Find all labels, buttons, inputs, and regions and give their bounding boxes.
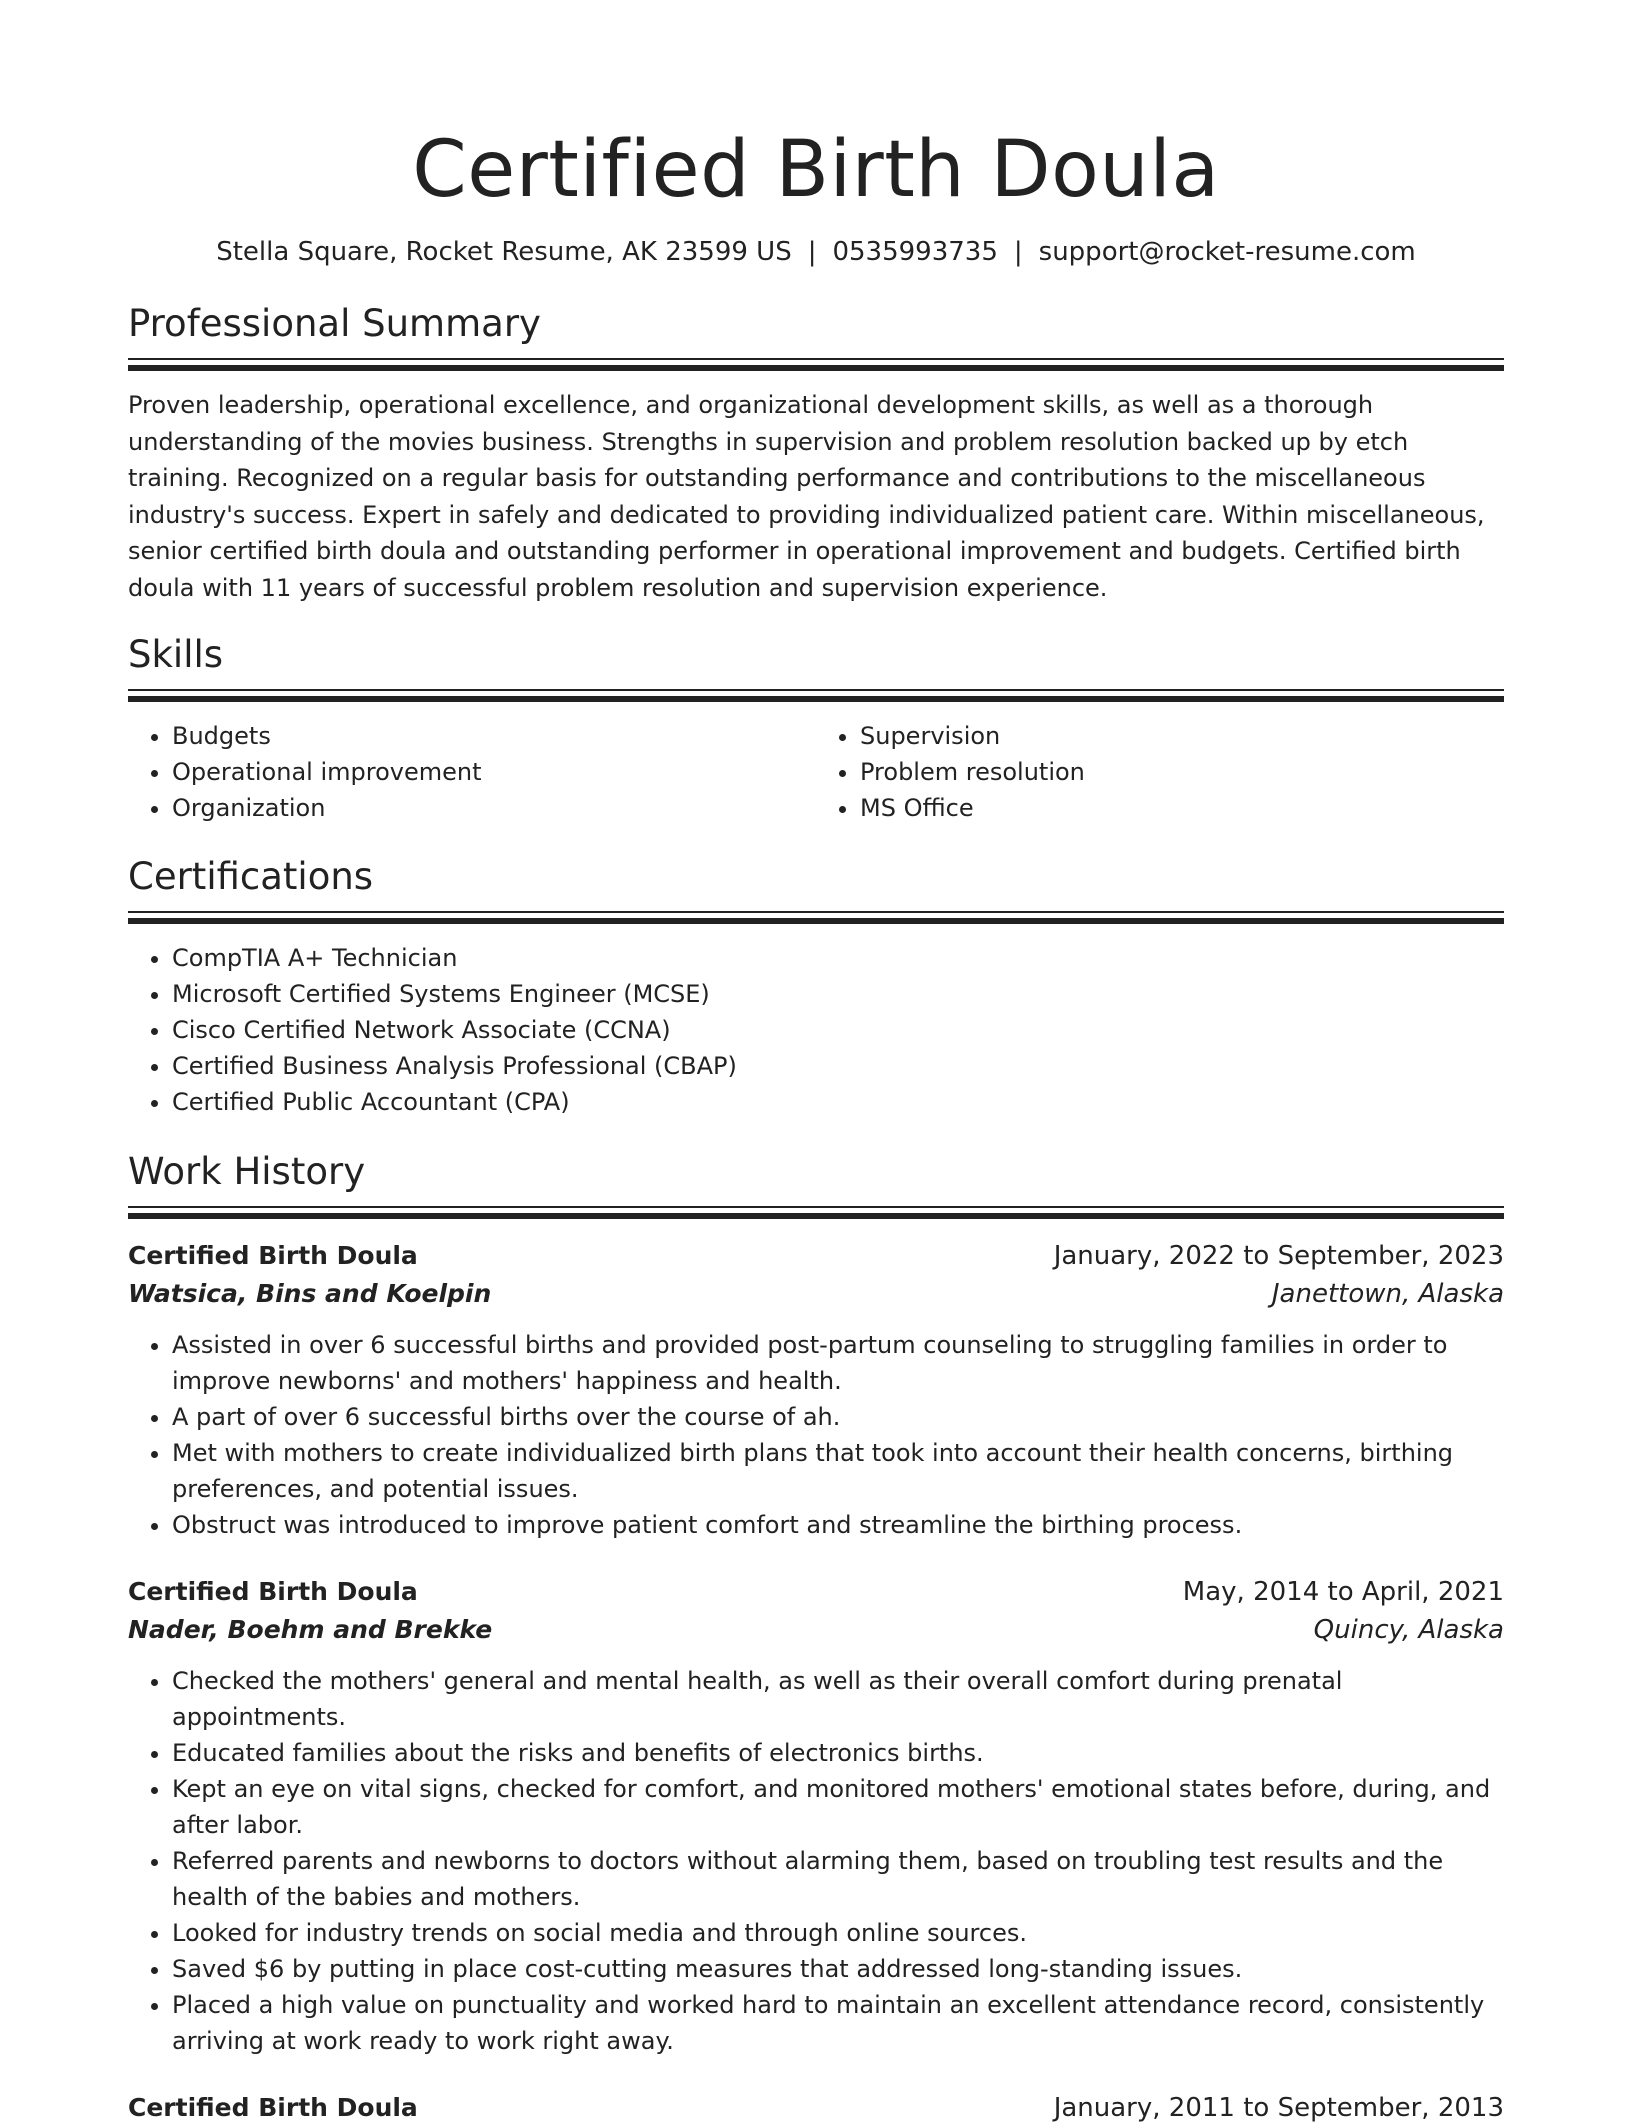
skills-section <box>128 631 1504 826</box>
job-bullets <box>128 1327 1504 1543</box>
section-title-certifications: Certifications <box>128 855 374 898</box>
section-rule <box>128 358 1504 360</box>
skill-item: • MS Office <box>860 790 1504 826</box>
skill-item: • Operational improvement <box>172 754 816 790</box>
section-rule <box>128 1206 1504 1208</box>
job-dates: January, 2022 to September, 2023 <box>1053 1241 1504 1271</box>
section-rule <box>128 911 1504 913</box>
contact-line <box>128 234 1504 270</box>
section-title-skills: Skills <box>128 633 224 676</box>
job-header <box>128 1573 1504 1611</box>
job-bullet: • Saved $6 by putting in place cost-cutting measures that addressed long-standing issues. <box>172 1951 1504 1987</box>
section-title-summary: Professional Summary <box>128 302 541 345</box>
job-bullet: • Met with mothers to create individualized birth plans that took into account their health concerns, birthing preferences, and potential issues. <box>172 1435 1504 1507</box>
job-bullet: • Obstruct was introduced to improve patient comfort and streamline the birthing process. <box>172 1507 1504 1543</box>
job-entry <box>128 1573 1504 2059</box>
job-bullet: • Placed a high value on punctuality and worked hard to maintain an excellent attendance record, consistently arriving at work ready to work right away. <box>172 1987 1504 2059</box>
section-rule-thick <box>128 1213 1504 1219</box>
job-title: Certified Birth Doula <box>128 2093 418 2122</box>
job-location: Janettown, Alaska <box>1271 1279 1504 1309</box>
job-subheader <box>128 1275 1504 1313</box>
job-location: Quincy, Alaska <box>1313 1615 1504 1645</box>
certifications-section <box>128 853 1504 1120</box>
section-rule-thick <box>128 365 1504 371</box>
job-dates: January, 2011 to September, 2013 <box>1053 2093 1504 2123</box>
job-bullets <box>128 1663 1504 2059</box>
summary-text: Proven leadership, operational excellence, and organizational development skills, as well as a thorough understanding of the movies business. Strengths in supervision and problem resolution backed up by etch training. Recognized on a regular basis for outstanding performance and contributions to the miscellaneous industry's success. Expert in safely and dedicated to providing individualized patient care. Within miscellaneous, senior certified birth doula and outstanding performer in operational improvement and budgets. Certified birth doula with 11 years of successful problem resolution and supervision experience. <box>128 391 1485 602</box>
job-bullet: • Looked for industry trends on social media and through online sources. <box>172 1915 1504 1951</box>
job-bullet: • Kept an eye on vital signs, checked for comfort, and monitored mothers' emotional states before, during, and after labor. <box>172 1771 1504 1843</box>
job-header <box>128 2089 1504 2127</box>
contact-email: support@rocket-resume.com <box>1038 237 1416 267</box>
job-bullet: • Assisted in over 6 successful births and provided post-partum counseling to struggling families in order to improve newborns' and mothers' happiness and health. <box>172 1327 1504 1399</box>
contact-separator: | <box>1013 237 1023 267</box>
skill-item: • Budgets <box>172 718 816 754</box>
certifications-list <box>128 940 1504 1120</box>
certification-item: • CompTIA A+ Technician <box>172 940 1504 976</box>
job-dates: May, 2014 to April, 2021 <box>1182 1577 1504 1607</box>
work-history-section <box>128 1148 1504 2127</box>
skills-list-left <box>128 718 816 826</box>
job-company: Nader, Boehm and Brekke <box>128 1615 493 1644</box>
resume-name: Certified Birth Doula <box>412 125 1220 215</box>
certification-item: • Certified Business Analysis Professional (CBAP) <box>172 1048 1504 1084</box>
job-entry <box>128 2089 1504 2127</box>
contact-phone: 0535993735 <box>832 237 998 267</box>
section-title-work-history: Work History <box>128 1150 366 1193</box>
skills-grid <box>128 718 1504 826</box>
certification-item: • Certified Public Accountant (CPA) <box>172 1084 1504 1120</box>
job-entry <box>128 1237 1504 1543</box>
job-bullet: • A part of over 6 successful births over the course of ah. <box>172 1399 1504 1435</box>
certification-item: • Microsoft Certified Systems Engineer (MCSE) <box>172 976 1504 1012</box>
contact-address: Stella Square, Rocket Resume, AK 23599 US <box>216 237 792 267</box>
job-title: Certified Birth Doula <box>128 1241 418 1270</box>
job-title: Certified Birth Doula <box>128 1577 418 1606</box>
skill-item: • Organization <box>172 790 816 826</box>
job-header <box>128 1237 1504 1275</box>
contact-separator: | <box>807 237 817 267</box>
job-bullet: • Checked the mothers' general and mental health, as well as their overall comfort during prenatal appointments. <box>172 1663 1504 1735</box>
job-bullet: • Educated families about the risks and benefits of electronics births. <box>172 1735 1504 1771</box>
section-rule-thick <box>128 696 1504 702</box>
section-rule <box>128 689 1504 691</box>
skill-item: • Problem resolution <box>860 754 1504 790</box>
resume-page <box>128 0 1504 2127</box>
skills-list-right <box>816 718 1504 826</box>
skill-item: • Supervision <box>860 718 1504 754</box>
summary-section <box>128 300 1504 606</box>
certification-item: • Cisco Certified Network Associate (CCNA) <box>172 1012 1504 1048</box>
job-bullet: • Referred parents and newborns to doctors without alarming them, based on troubling test results and the health of the babies and mothers. <box>172 1843 1504 1915</box>
section-rule-thick <box>128 918 1504 924</box>
job-company: Watsica, Bins and Koelpin <box>128 1279 492 1308</box>
job-subheader <box>128 1611 1504 1649</box>
